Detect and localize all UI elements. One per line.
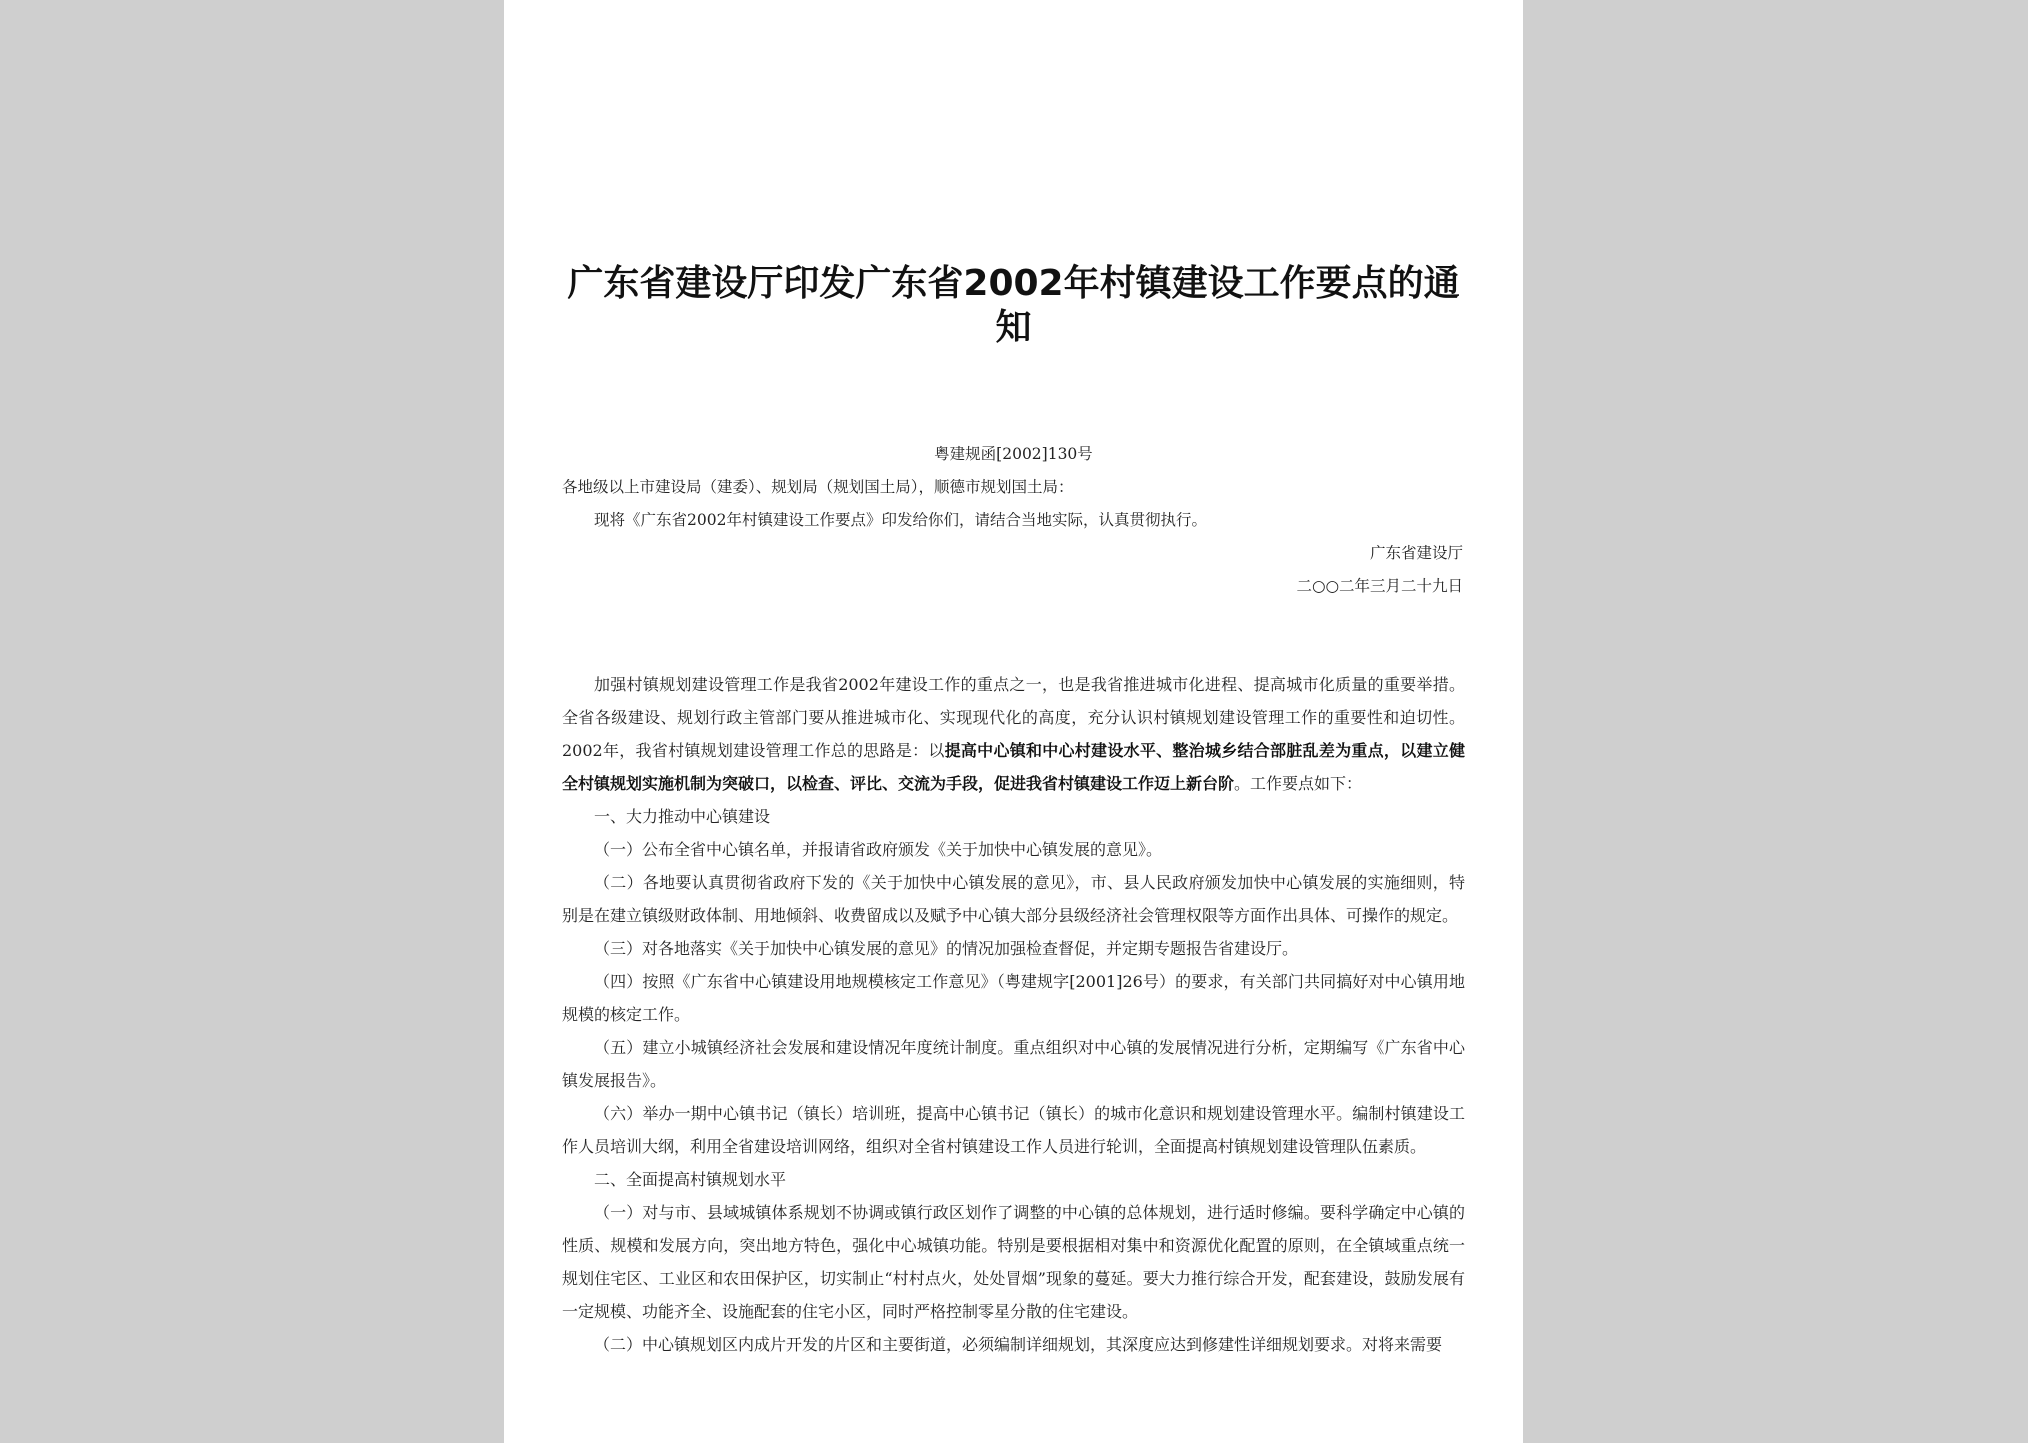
item-2-1: （一）对与市、县域城镇体系规划不协调或镇行政区划作了调整的中心镇的总体规划，进行适时修编。要科学确定中心镇的性质、规模和发展方向，突出地方特色，强化中心城镇功能。特别是要根据相对集中和资源优化配置的原则，在全镇域重点统一规划住宅区、工业区和农田保护区，切实制止“村村点火，处处冒烟”现象的蔓延。要大力推行综合开发，配套建设，鼓励发展有一定规模、功能齐全、设施配套的住宅小区，同时严格控制零星分散的住宅建设。 <box>562 1203 1465 1321</box>
item-2-2: （二）中心镇规划区内成片开发的片区和主要街道，必须编制详细规划，其深度应达到修建性详细规划要求。对将来需要 <box>594 1335 1443 1354</box>
item-1-5: （五）建立小城镇经济社会发展和建设情况年度统计制度。重点组织对中心镇的发展情况进行分析，定期编写《广东省中心镇发展报告》。 <box>562 1038 1465 1090</box>
section-heading-2: 二、全面提高村镇规划水平 <box>594 1170 787 1189</box>
bold-emphasis: 以检查、评比、交流为手段， <box>786 774 995 793</box>
addressee-line: 各地级以上市建设局（建委）、规划局（规划国土局），顺德市规划国土局： <box>562 478 1074 496</box>
document-body <box>562 668 1465 1361</box>
paragraph-intro: 加强村镇规划建设管理工作是我省2002年建设工作的重点之一，也是我省推进城市化进程、提高城市化质量的重要举措。全省各级建设、规划行政主管部门要从推进城市化、实现现代化的高度，充分认识村镇规划建设管理工作的重要性和迫切性。2002年，我省村镇规划建设管理工作总的思路是：以提高中心镇和中心村建设水平、整治城乡结合部脏乱差为重点，以建立健全村镇规划实施机制为突破口，以检查、评比、交流为手段，促进我省村镇建设工作迈上新台阶。工作要点如下： <box>562 675 1465 793</box>
bold-emphasis: 提高中心镇和中心村建设水平、整治城乡结合部脏乱差为重点，以建立健全村镇规划实施机制为突破口， <box>562 741 1465 793</box>
section-heading-1: 一、大力推动中心镇建设 <box>594 807 771 826</box>
item-1-6: （六）举办一期中心镇书记（镇长）培训班，提高中心镇书记（镇长）的城市化意识和规划建设管理水平。编制村镇建设工作人员培训大纲，利用全省建设培训网络，组织对全省村镇建设工作人员进行轮训，全面提高村镇规划建设管理队伍素质。 <box>562 1104 1465 1156</box>
intro-line: 现将《广东省2002年村镇建设工作要点》印发给你们，请结合当地实际，认真贯彻执行。 <box>594 511 1207 529</box>
item-1-4: （四）按照《广东省中心镇建设用地规模核定工作意见》（粤建规字[2001]26号）的要求，有关部门共同搞好对中心镇用地规模的核定工作。 <box>562 972 1465 1024</box>
bold-emphasis: 促进我省村镇建设工作迈上新台阶 <box>994 774 1235 793</box>
document-title: 广东省建设厅印发广东省2002年村镇建设工作要点的通知 <box>567 263 1460 348</box>
item-1-3: （三）对各地落实《关于加快中心镇发展的意见》的情况加强检查督促，并定期专题报告省建设厅。 <box>594 939 1299 958</box>
issue-date: 二○○二年三月二十九日 <box>1296 577 1463 595</box>
document-page <box>504 0 1523 1443</box>
item-1-2: （二）各地要认真贯彻省政府下发的《关于加快中心镇发展的意见》，市、县人民政府颁发加快中心镇发展的实施细则，特别是在建立镇级财政体制、用地倾斜、收费留成以及赋予中心镇大部分县级经济社会管理权限等方面作出具体、可操作的规定。 <box>562 873 1465 925</box>
document-number: 粤建规函[2002]130号 <box>934 445 1093 463</box>
item-1-1: （一）公布全省中心镇名单，并报请省政府颁发《关于加快中心镇发展的意见》。 <box>594 840 1163 859</box>
issuer-name: 广东省建设厅 <box>1369 544 1463 562</box>
